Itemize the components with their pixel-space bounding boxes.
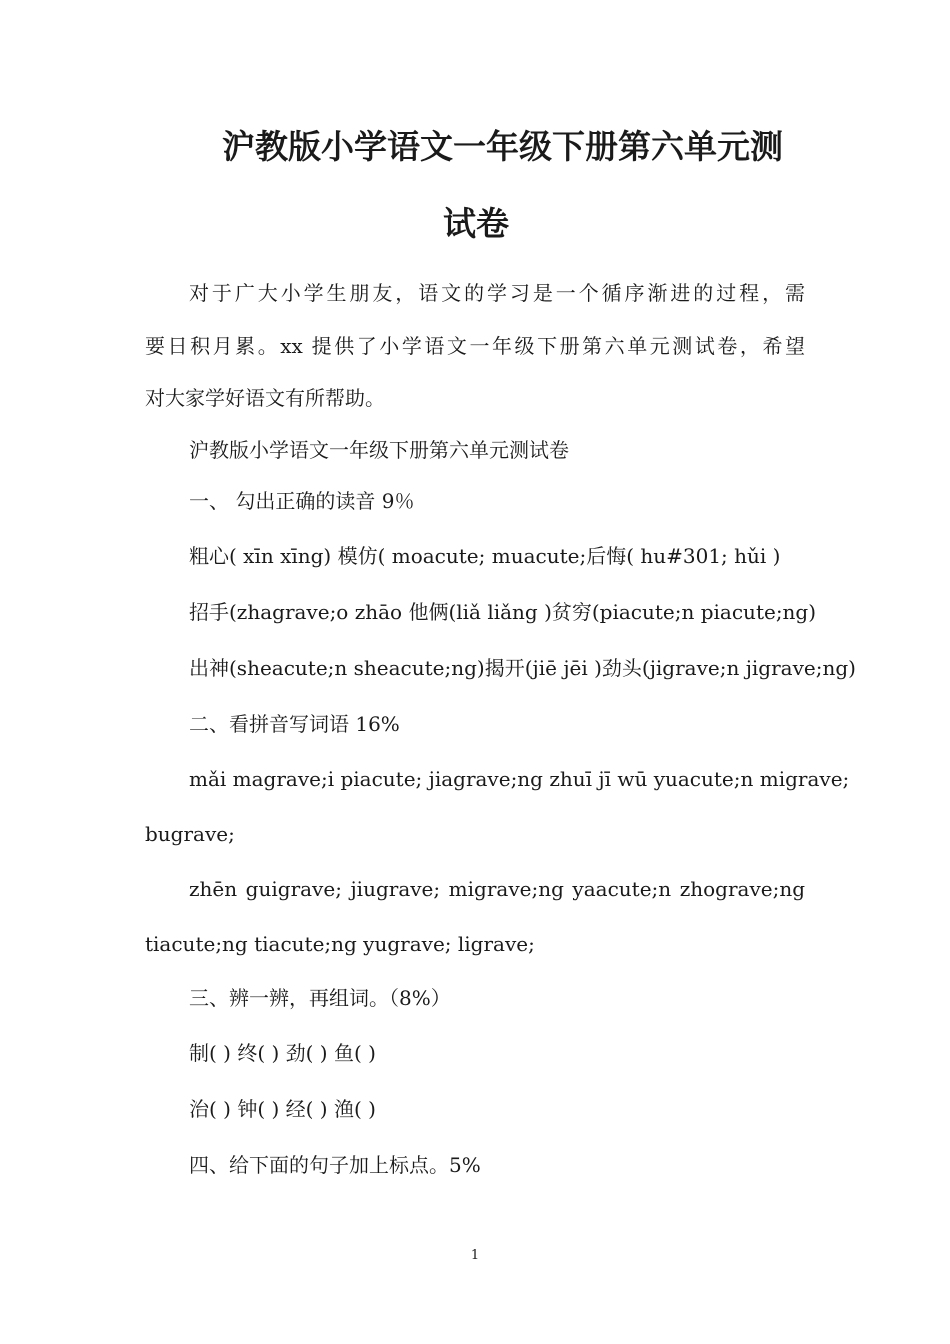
intro-paragraph-line-3: 对大家学好语文有所帮助。 bbox=[145, 386, 385, 410]
section-2-pinyin-line-1: mǎi magrave;i piacute; jiagrave;ng zhuī jī wū yuacute;n migrave; bbox=[189, 767, 850, 791]
section-2-heading: 二、看拼音写词语 16% bbox=[189, 712, 400, 736]
section-1-item-3: 出神(sheacute;n sheacute;ng)揭开(jiē jēi )劲头(jigrave;n jigrave;ng) bbox=[189, 656, 856, 680]
section-3-row-1: 制( ) 终( ) 劲( ) 鱼( ) bbox=[189, 1041, 376, 1065]
section-3-heading: 三、辨一辨，再组词。（8%） bbox=[189, 986, 451, 1010]
section-2-pinyin-line-3: zhēn guigrave; jiugrave; migrave;ng yaacute;n zhograve;ng bbox=[189, 877, 805, 901]
page-number: 1 bbox=[470, 1248, 480, 1263]
section-4-heading: 四、给下面的句子加上标点。5% bbox=[189, 1153, 481, 1177]
section-1-item-2: 招手(zhagrave;o zhāo 他俩(liǎ liǎng )贫穷(piacute;n piacute;ng) bbox=[189, 600, 817, 624]
section-1-heading: 一、 勾出正确的读音 9％ bbox=[189, 489, 415, 513]
intro-paragraph-line-1: 对于广大小学生朋友，语文的学习是一个循序渐进的过程，需 bbox=[189, 281, 805, 305]
section-2-pinyin-line-4: tiacute;ng tiacute;ng yugrave; ligrave; bbox=[145, 932, 535, 956]
section-3-row-2: 治( ) 钟( ) 经( ) 渔( ) bbox=[189, 1097, 376, 1121]
section-1-item-1: 粗心( xīn xīng) 模仿( moacute; muacute;后悔( hu#301; hǔi ) bbox=[189, 544, 781, 568]
document-title-line-1: 沪教版小学语文一年级下册第六单元测 bbox=[222, 127, 783, 166]
section-2-pinyin-line-2: bugrave; bbox=[145, 822, 235, 846]
exam-heading: 沪教版小学语文一年级下册第六单元测试卷 bbox=[189, 438, 569, 462]
document-title-line-2: 试卷 bbox=[443, 204, 509, 243]
intro-paragraph-line-2: 要日积月累。xx 提供了小学语文一年级下册第六单元测试卷，希望 bbox=[145, 334, 805, 358]
